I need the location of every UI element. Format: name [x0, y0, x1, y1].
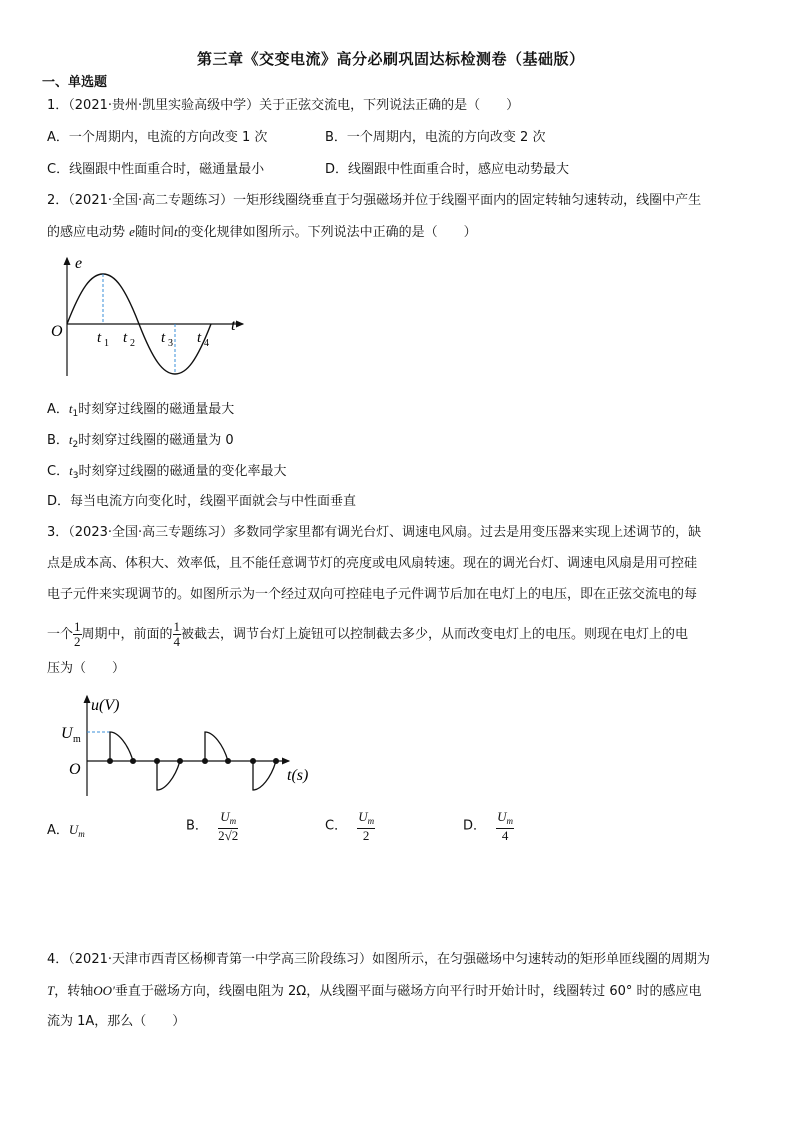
q3-option-b-fraction: $\frac{U_m}{2√2}$ — [218, 809, 239, 843]
q1-option-c: C．线圈跟中性面重合时，磁通量最小 — [47, 162, 265, 177]
q4-line1: 4．（2021·天津市西青区杨柳青第一中学高三阶段练习）如图所示，在匀强磁场中匀速转动的矩形单匝线圈的周期为 — [47, 952, 710, 967]
q3-line2: 点是成本高、体积大、效率低，且不能任意调节灯的亮度或电风扇转速。现在的调光台灯、调速电风扇是用可控硅 — [47, 556, 698, 571]
svg-text:1: 1 — [104, 338, 109, 349]
document-title: 第三章《交变电流》高分必刷巩固达标检测卷（基础版） — [197, 50, 585, 68]
svg-text:3: 3 — [168, 338, 173, 349]
q3-option-b: B． $\frac{U_m}{2√2}$ — [186, 809, 239, 843]
q2-x-label: t — [231, 317, 236, 334]
q2-var-e: e — [129, 224, 135, 239]
q3-half-fraction: $\frac{1}{2}$ — [74, 619, 81, 649]
q3-pulse-2 — [157, 761, 180, 790]
q3-line5: 压为（ ） — [47, 661, 126, 676]
svg-text:t: t — [97, 330, 102, 346]
q3-um-label — [61, 725, 81, 745]
q3-pulse-4 — [253, 761, 276, 790]
q3-line1: 3．（2023·全国·高三专题练习）多数同学家里都有调光台灯、调速电风扇。过去是用变压器来实现上述调节的，缺 — [47, 525, 702, 540]
q3-pulse-1 — [110, 732, 133, 761]
q3-line4: 一个 $\frac{1}{2}$ 周期中，前面的 $\frac{1}{4}$ 被截去，调节台灯上旋钮可以控制截去多少，从而改变电灯上的电压。则现在电灯上的电 — [47, 619, 689, 649]
q3-option-c-fraction: $\frac{U_m}{2}$ — [358, 809, 375, 843]
q3-origin: O — [69, 761, 81, 778]
svg-text:t: t — [161, 330, 166, 346]
q3-option-d: D． $\frac{U_m}{4}$ — [463, 809, 514, 843]
q2-option-a: A．$t_1$时刻穿过线圈的磁通量最大 — [47, 401, 235, 419]
q3-pulse-3 — [205, 732, 228, 761]
q2-text: 的感应电动势 — [47, 225, 126, 240]
q2-origin: O — [51, 323, 63, 340]
svg-text:m: m — [73, 734, 81, 745]
q2-stem-line2 — [47, 224, 477, 241]
q2-var-t: t — [173, 224, 178, 239]
svg-text:2: 2 — [130, 338, 135, 349]
q3-option-a: A．$U_m$ — [47, 822, 85, 839]
q2-text: 的变化规律如图所示。下列说法中正确的是（ ） — [177, 225, 477, 240]
q2-option-d: D．每当电流方向变化时，线圈平面就会与中性面垂直 — [47, 494, 357, 509]
q3-x-label: t(s) — [287, 767, 309, 784]
q1-option-a: A．一个周期内，电流的方向改变 1 次 — [47, 130, 268, 145]
q3-y-label: u(V) — [91, 697, 120, 714]
q4-line2: T，转轴OO′垂直于磁场方向，线圈电阻为 2Ω，从线圈平面与磁场方向平行时开始计时，线圈转过 60° 时的感应电 — [47, 983, 702, 999]
q1-option-d: D．线圈跟中性面重合时，感应电动势最大 — [325, 162, 570, 177]
q2-option-c: C．$t_3$时刻穿过线圈的磁通量的变化率最大 — [47, 463, 287, 481]
q2-text: 随时间 — [134, 225, 174, 240]
q4-line3: 流为 1A，那么（ ） — [47, 1014, 186, 1029]
svg-text:t: t — [123, 330, 128, 346]
q2-tick-t3 — [161, 330, 173, 349]
svg-text:t: t — [197, 330, 202, 346]
q2-stem-line1: 2．（2021·全国·高二专题练习）一矩形线圈绕垂直于匀强磁场并位于线圈平面内的固定转轴匀速转动，线圈中产生 — [47, 193, 702, 208]
section-heading: 一、单选题 — [42, 75, 108, 90]
q2-emf-graph — [45, 250, 255, 385]
q1-option-b: B．一个周期内，电流的方向改变 2 次 — [325, 130, 546, 145]
svg-text:U: U — [61, 725, 73, 742]
q3-line3: 电子元件来实现调节的。如图所示为一个经过双向可控硅电子元件调节后加在电灯上的电压，即在正弦交流电的每 — [47, 587, 698, 602]
q3-option-c: C． $\frac{U_m}{2}$ — [325, 809, 375, 843]
q3-quarter-fraction: $\frac{1}{4}$ — [173, 619, 181, 649]
q3-voltage-graph — [55, 688, 325, 803]
q2-y-label: e — [75, 255, 83, 272]
q2-tick-t1 — [97, 330, 109, 349]
svg-text:4: 4 — [204, 338, 209, 349]
q2-option-b: B．$t_2$时刻穿过线圈的磁通量为 0 — [47, 432, 234, 450]
q3-option-d-fraction: $\frac{U_m}{4}$ — [497, 809, 514, 843]
q2-tick-t2 — [123, 330, 135, 349]
q1-stem: 1．（2021·贵州·凯里实验高级中学）关于正弦交流电，下列说法正确的是（ ） — [47, 98, 520, 113]
